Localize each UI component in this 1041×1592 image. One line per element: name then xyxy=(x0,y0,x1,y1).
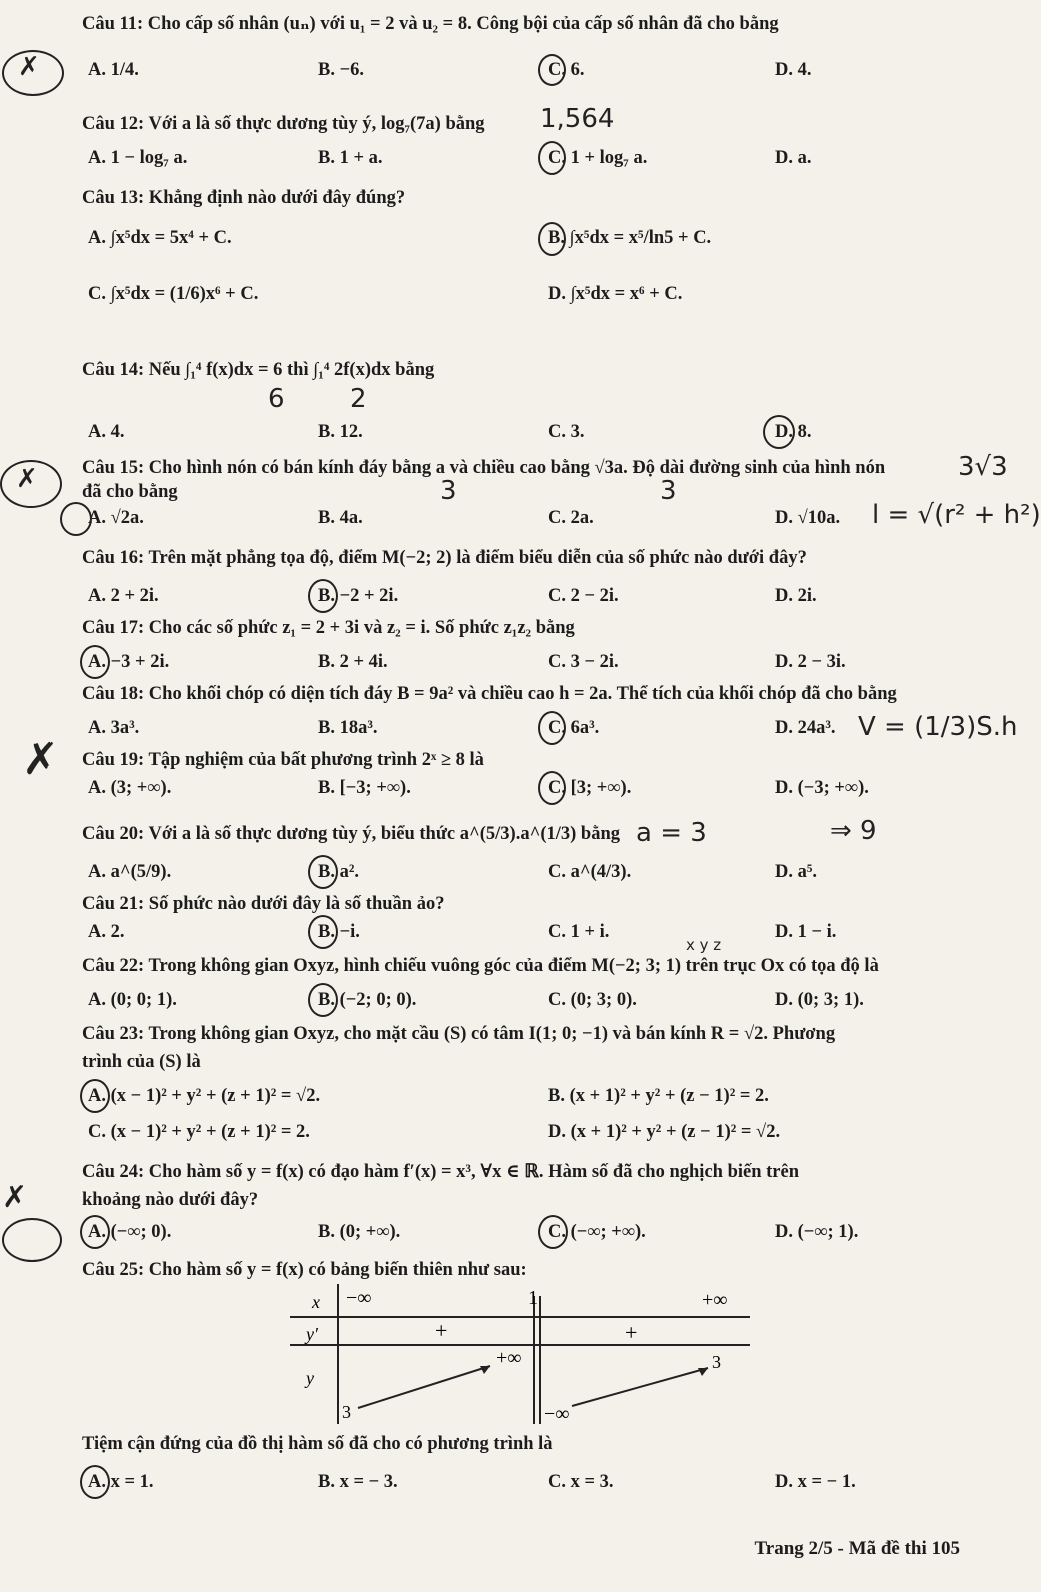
table-y-value: 3 xyxy=(712,1352,721,1372)
question-24-stem-cont: khoảng nào dưới đây? xyxy=(82,1190,259,1210)
question-11-stem: Câu 11: Cho cấp số nhân (uₙ) với u₁ = 2 và u₂ = 8. Công bội của cấp số nhân đã cho bằng xyxy=(82,14,779,34)
q20-option-c[interactable]: C. a^(4/3). xyxy=(548,862,632,882)
q13-option-d[interactable]: D. ∫x⁵dx = x⁶ + C. xyxy=(548,284,683,304)
answer-mark-circle xyxy=(538,54,566,86)
q11-option-c[interactable]: C. 6. xyxy=(548,60,585,80)
question-23-stem-cont: trình của (S) là xyxy=(82,1052,201,1072)
q11-option-a[interactable]: A. 1/4. xyxy=(88,60,139,80)
q19-option-d[interactable]: D. (−3; +∞). xyxy=(775,778,869,798)
q19-option-c[interactable]: C. [3; +∞). xyxy=(548,778,632,798)
q16-option-d[interactable]: D. 2i. xyxy=(775,586,817,606)
q11-option-d[interactable]: D. 4. xyxy=(775,60,812,80)
question-23-stem: Câu 23: Trong không gian Oxyz, cho mặt cầu (S) có tâm I(1; 0; −1) và bán kính R = √2. Phương xyxy=(82,1024,836,1044)
q13-option-a[interactable]: A. ∫x⁵dx = 5x⁴ + C. xyxy=(88,228,232,248)
handwritten-note: 1,564 xyxy=(540,104,615,134)
q19-option-a[interactable]: A. (3; +∞). xyxy=(88,778,172,798)
q15-option-b[interactable]: B. 4a. xyxy=(318,508,363,528)
q16-option-c[interactable]: C. 2 − 2i. xyxy=(548,586,619,606)
q23-option-d[interactable]: D. (x + 1)² + y² + (z − 1)² = √2. xyxy=(548,1122,781,1142)
variation-table xyxy=(290,1284,750,1424)
question-19-stem: Câu 19: Tập nghiệm của bất phương trình 2ˣ ≥ 8 là xyxy=(82,750,484,770)
q23-option-a[interactable]: A. (x − 1)² + y² + (z + 1)² = √2. xyxy=(88,1086,321,1106)
question-18-stem: Câu 18: Cho khối chóp có diện tích đáy B = 9a² và chiều cao h = 2a. Thể tích của khối chóp đã cho bằng xyxy=(82,684,897,704)
answer-mark-circle xyxy=(80,645,110,679)
q23-option-c[interactable]: C. (x − 1)² + y² + (z + 1)² = 2. xyxy=(88,1122,310,1142)
answer-mark-circle xyxy=(538,222,566,256)
q24-option-a[interactable]: A. (−∞; 0). xyxy=(88,1222,172,1242)
q22-option-d[interactable]: D. (0; 3; 1). xyxy=(775,990,864,1010)
q17-option-a[interactable]: A. −3 + 2i. xyxy=(88,652,170,672)
q14-option-b[interactable]: B. 12. xyxy=(318,422,363,442)
handwritten-note: 6 xyxy=(268,384,285,414)
q24-option-d[interactable]: D. (−∞; 1). xyxy=(775,1222,859,1242)
q15-option-d[interactable]: D. √10a. xyxy=(775,508,841,528)
q15-option-a[interactable]: A. √2a. xyxy=(88,508,144,528)
q13-option-c[interactable]: C. ∫x⁵dx = (1/6)x⁶ + C. xyxy=(88,284,259,304)
q17-option-c[interactable]: C. 3 − 2i. xyxy=(548,652,619,672)
q18-option-d[interactable]: D. 24a³. xyxy=(775,718,836,738)
answer-mark-circle xyxy=(538,1215,568,1249)
q12-option-d[interactable]: D. a. xyxy=(775,148,812,168)
question-16-stem: Câu 16: Trên mặt phẳng tọa độ, điểm M(−2; 2) là điểm biểu diễn của số phức nào dưới đây? xyxy=(82,548,807,568)
question-mark-circle xyxy=(2,1218,62,1262)
table-arrow-head xyxy=(698,1368,708,1376)
answer-mark-circle xyxy=(80,1465,110,1499)
question-20-stem: Câu 20: Với a là số thực dương tùy ý, biểu thức a^(5/3).a^(1/3) bằng xyxy=(82,824,621,844)
q14-option-d[interactable]: D. 8. xyxy=(775,422,812,442)
question-24-stem: Câu 24: Cho hàm số y = f(x) có đạo hàm f′(x) = x³, ∀x ∈ ℝ. Hàm số đã cho nghịch biến trên xyxy=(82,1162,799,1182)
cross-scribble: ✗ xyxy=(16,464,38,494)
answer-mark-circle xyxy=(60,502,92,536)
answer-mark-circle xyxy=(308,855,338,889)
q18-option-c[interactable]: C. 6a³. xyxy=(548,718,600,738)
answer-mark-circle xyxy=(308,915,338,949)
q17-option-b[interactable]: B. 2 + 4i. xyxy=(318,652,388,672)
q22-option-a[interactable]: A. (0; 0; 1). xyxy=(88,990,177,1010)
table-label-yprime: y′ xyxy=(306,1324,318,1344)
q16-option-b[interactable]: B. −2 + 2i. xyxy=(318,586,399,606)
table-x-value: −∞ xyxy=(346,1287,372,1309)
answer-mark-circle xyxy=(80,1079,110,1113)
q14-option-c[interactable]: C. 3. xyxy=(548,422,585,442)
question-25-stem: Câu 25: Cho hàm số y = f(x) có bảng biến thiên như sau: xyxy=(82,1260,527,1280)
cross-scribble: ✗ xyxy=(22,734,59,785)
question-15-stem-cont: đã cho bằng xyxy=(82,482,178,502)
q25-option-c[interactable]: C. x = 3. xyxy=(548,1472,614,1492)
q22-option-b[interactable]: B. (−2; 0; 0). xyxy=(318,990,417,1010)
q23-option-b[interactable]: B. (x + 1)² + y² + (z − 1)² = 2. xyxy=(548,1086,769,1106)
q17-option-d[interactable]: D. 2 − 3i. xyxy=(775,652,846,672)
q24-option-b[interactable]: B. (0; +∞). xyxy=(318,1222,401,1242)
q22-option-c[interactable]: C. (0; 3; 0). xyxy=(548,990,637,1010)
q21-option-d[interactable]: D. 1 − i. xyxy=(775,922,837,942)
handwritten-note: l = √(r² + h²) xyxy=(872,500,1041,530)
answer-mark-circle xyxy=(308,983,338,1017)
cross-scribble: ✗ xyxy=(2,1180,28,1215)
q12-option-b[interactable]: B. 1 + a. xyxy=(318,148,383,168)
question-15-stem: Câu 15: Cho hình nón có bán kính đáy bằng a và chiều cao bằng √3a. Độ dài đường sinh của hình nón xyxy=(82,458,886,478)
question-22-stem: Câu 22: Trong không gian Oxyz, hình chiếu vuông góc của điểm M(−2; 3; 1) trên trục Ox có tọa độ là xyxy=(82,956,879,976)
table-sign: + xyxy=(435,1318,448,1343)
answer-mark-circle xyxy=(80,1215,110,1249)
answer-mark-circle xyxy=(538,711,566,745)
q16-option-a[interactable]: A. 2 + 2i. xyxy=(88,586,159,606)
q25-option-a[interactable]: A. x = 1. xyxy=(88,1472,154,1492)
q20-option-d[interactable]: D. a⁵. xyxy=(775,862,818,882)
handwritten-note: ⇒ 9 xyxy=(830,816,877,846)
q21-option-b[interactable]: B. −i. xyxy=(318,922,360,942)
handwritten-note: 3√3 xyxy=(958,452,1008,482)
table-y-value: −∞ xyxy=(544,1403,570,1425)
q15-option-c[interactable]: C. 2a. xyxy=(548,508,594,528)
question-13-stem: Câu 13: Khẳng định nào dưới đây đúng? xyxy=(82,188,406,208)
handwritten-note: 2 xyxy=(350,384,367,414)
handwritten-note: 3 xyxy=(440,476,457,506)
handwritten-note: V = (1/3)S.h xyxy=(858,712,1018,742)
answer-mark-circle xyxy=(308,579,338,613)
answer-mark-circle xyxy=(538,771,566,805)
table-arrow xyxy=(358,1366,490,1408)
table-sign: + xyxy=(625,1320,638,1345)
page-footer: Trang 2/5 - Mã đề thi 105 xyxy=(754,1538,960,1559)
table-label-y: y xyxy=(306,1368,314,1388)
q20-option-b[interactable]: B. a². xyxy=(318,862,360,882)
table-x-value: +∞ xyxy=(702,1289,728,1311)
q18-option-a[interactable]: A. 3a³. xyxy=(88,718,140,738)
handwritten-note: x y z xyxy=(686,936,722,954)
handwritten-note: a = 3 xyxy=(636,818,707,848)
cross-scribble: ✗ xyxy=(18,52,40,82)
handwritten-note: 3 xyxy=(660,476,677,506)
question-17-stem: Câu 17: Cho các số phức z₁ = 2 + 3i và z₂ = i. Số phức z₁z₂ bằng xyxy=(82,618,575,638)
table-label-x: x xyxy=(312,1292,320,1312)
q12-option-a[interactable]: A. 1 − log₇ a. xyxy=(88,148,188,168)
q12-option-c[interactable]: C. 1 + log₇ a. xyxy=(548,148,648,168)
q18-option-b[interactable]: B. 18a³. xyxy=(318,718,378,738)
question-25-stem-cont: Tiệm cận đứng của đồ thị hàm số đã cho có phương trình là xyxy=(82,1434,553,1454)
table-x-value: 1 xyxy=(528,1287,538,1309)
q24-option-c[interactable]: C. (−∞; +∞). xyxy=(548,1222,646,1242)
table-y-value: 3 xyxy=(342,1402,351,1422)
q20-option-a[interactable]: A. a^(5/9). xyxy=(88,862,172,882)
question-12-stem: Câu 12: Với a là số thực dương tùy ý, log₇(7a) bằng xyxy=(82,114,485,134)
answer-mark-circle xyxy=(538,141,566,175)
q19-option-b[interactable]: B. [−3; +∞). xyxy=(318,778,411,798)
q21-option-a[interactable]: A. 2. xyxy=(88,922,125,942)
table-arrow xyxy=(572,1368,708,1406)
q25-option-d[interactable]: D. x = − 1. xyxy=(775,1472,856,1492)
table-arrow-head xyxy=(480,1366,490,1374)
question-21-stem: Câu 21: Số phức nào dưới đây là số thuần ảo? xyxy=(82,894,445,914)
q21-option-c[interactable]: C. 1 + i. xyxy=(548,922,610,942)
question-14-stem: Câu 14: Nếu ∫₁⁴ f(x)dx = 6 thì ∫₁⁴ 2f(x)dx bằng xyxy=(82,360,435,380)
q25-option-b[interactable]: B. x = − 3. xyxy=(318,1472,398,1492)
q13-option-b[interactable]: B. ∫x⁵dx = x⁵/ln5 + C. xyxy=(548,228,712,248)
q11-option-b[interactable]: B. −6. xyxy=(318,60,365,80)
table-y-value: +∞ xyxy=(496,1347,522,1369)
q14-option-a[interactable]: A. 4. xyxy=(88,422,125,442)
answer-mark-circle xyxy=(763,415,795,449)
